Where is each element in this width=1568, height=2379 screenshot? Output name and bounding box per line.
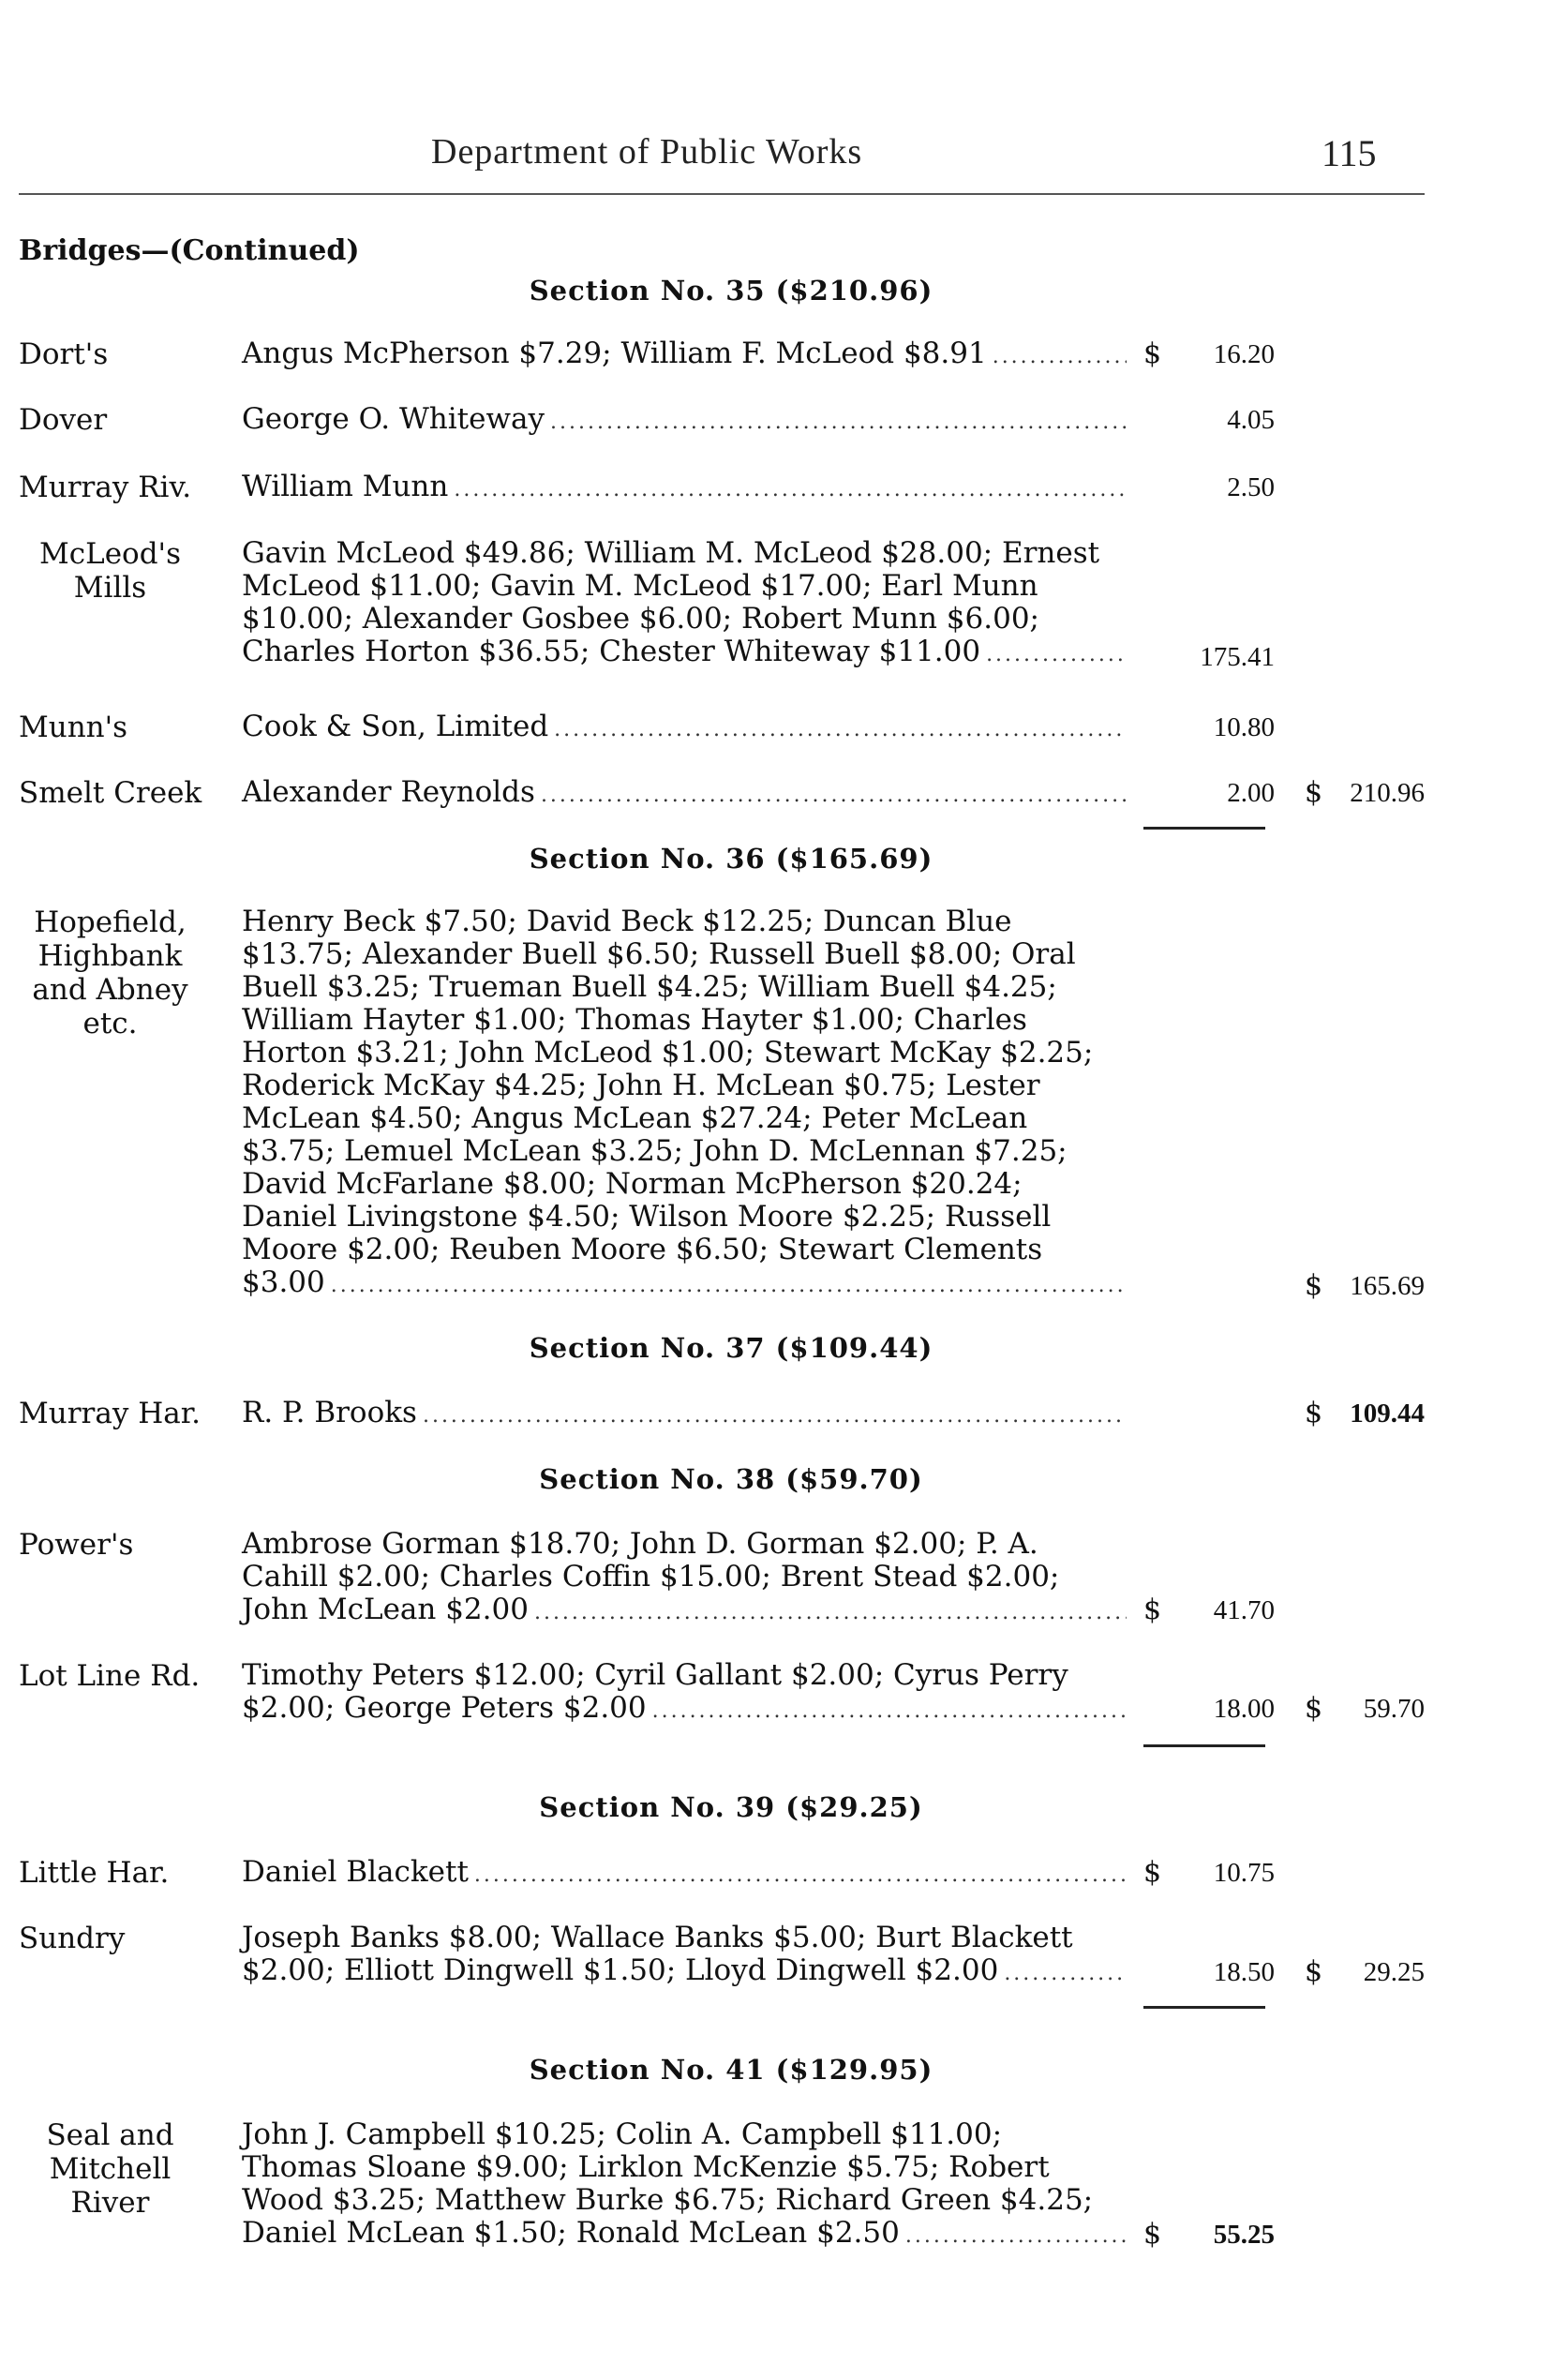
place-name: Murray Har. <box>19 1397 201 1430</box>
section-heading-36: Section No. 36 ($165.69) <box>529 843 933 875</box>
total-dollar-sign: $ <box>1305 1269 1323 1302</box>
entry-description: John J. Campbell $10.25; Colin A. Campbell $11.00; Thomas Sloane $9.00; Lirklon McKenzie $5.75; Robert Wood $3.25; Matthew Burke $6.75; Richard Green $4.25; Daniel McLean $1.50; Ronald McLean $2.50 . . . <box>242 2118 1132 2252</box>
total-dollar-sign: $ <box>1305 1955 1323 1988</box>
section-total: 210.96 <box>1350 778 1425 808</box>
page-number: 115 <box>1322 132 1377 174</box>
section-heading-38: Section No. 38 ($59.70) <box>539 1463 923 1495</box>
amount: 4.05 <box>1227 405 1275 435</box>
place-name: Munn's <box>19 711 128 744</box>
subtotal-rule <box>1143 827 1265 830</box>
amount: 175.41 <box>1200 642 1275 672</box>
subtotal-rule <box>1143 2006 1265 2009</box>
place-name: Dort's <box>19 337 109 371</box>
dollar-sign: $ <box>1143 1593 1162 1626</box>
entry-description: William Munn . . . <box>242 471 1132 506</box>
entry-description: Alexander Reynolds . . . <box>242 776 1132 812</box>
page-header <box>0 131 1568 187</box>
place-name: Dover <box>19 403 108 437</box>
amount: 10.80 <box>1213 712 1275 742</box>
entry-description: Ambrose Gorman $18.70; John D. Gorman $2.00; P. A. Cahill $2.00; Charles Coffin $15.00; Brent Stead $2.00; John McLean $2.00 . . . <box>242 1528 1132 1629</box>
place-name: Smelt Creek <box>19 776 202 810</box>
amount: 10.75 <box>1213 1858 1275 1888</box>
entry-description: Timothy Peters $12.00; Cyril Gallant $2.00; Cyrus Perry $2.00; George Peters $2.00 . . . <box>242 1659 1132 1728</box>
section-total: 165.69 <box>1350 1271 1425 1301</box>
section-heading-37: Section No. 37 ($109.44) <box>529 1332 933 1364</box>
category-heading: Bridges—(Continued) <box>19 234 360 267</box>
section-total: 29.25 <box>1363 1957 1425 1987</box>
entry-description: George O. Whiteway . . . <box>242 403 1132 439</box>
section-heading-39: Section No. 39 ($29.25) <box>539 1791 923 1823</box>
total-dollar-sign: $ <box>1305 776 1323 809</box>
place-name: Power's <box>19 1528 134 1562</box>
entry-description: Gavin McLeod $49.86; William M. McLeod $28.00; Ernest McLeod $11.00; Gavin M. McLeod $17.00; Earl Munn $10.00; Alexander Gosbee $6.00; Robert Munn $6.00; Charles Horton $36.55; Chester Whiteway $11.00 . . . <box>242 537 1132 671</box>
place-name: Sundry <box>19 1922 126 1955</box>
place-name: Murray Riv. <box>19 471 192 504</box>
section-total: 109.44 <box>1350 1399 1425 1429</box>
place-name: Seal and Mitchell River <box>46 2118 174 2220</box>
amount: 2.00 <box>1227 778 1275 808</box>
entry-description: Angus McPherson $7.29; William F. McLeod $8.91 . . . <box>242 337 1132 373</box>
total-dollar-sign: $ <box>1305 1397 1323 1429</box>
entry-description: Joseph Banks $8.00; Wallace Banks $5.00; Burt Blackett $2.00; Elliott Dingwell $1.50; Lloyd Dingwell $2.00 . . . <box>242 1922 1132 1990</box>
entry-description: Henry Beck $7.50; David Beck $12.25; Duncan Blue $13.75; Alexander Buell $6.50; Russell Buell $8.00; Oral Buell $3.25; Trueman Buell $4.25; William Buell $4.25; William Hayter $1.00; Thomas Hayter $1.00; Charles Horton $3.21; John McLeod $1.00; Stewart McKay $2.25; Roderick McKay $4.25; John H. McLean $0.75; Lester McLean $4.50; Angus McLean $27.24; Peter McLean $3.75; Lemuel McLean $3.25; John D. McLennan $7.25; David McFarlane $8.00; Norman McPherson $20.24; Daniel Livingstone $4.50; Wilson Moore $2.25; Russell Moore $2.00; Reuben Moore $6.50; Stewart Clements $3.00 . . . <box>242 905 1132 1302</box>
section-heading-35: Section No. 35 ($210.96) <box>529 275 933 307</box>
total-dollar-sign: $ <box>1305 1692 1323 1725</box>
page-title: Department of Public Works <box>431 132 863 172</box>
section-heading-41: Section No. 41 ($129.95) <box>529 2054 933 2086</box>
entry-description: R. P. Brooks . . . <box>242 1397 1132 1432</box>
amount: 18.00 <box>1213 1694 1275 1724</box>
amount: 55.25 <box>1213 2220 1275 2250</box>
subtotal-rule <box>1143 1744 1265 1747</box>
dollar-sign: $ <box>1143 337 1162 370</box>
place-name: McLeod's Mills <box>39 537 181 605</box>
amount: 18.50 <box>1213 1957 1275 1987</box>
amount: 41.70 <box>1213 1595 1275 1625</box>
entry-description: Cook & Son, Limited . . . <box>242 711 1132 746</box>
header-rule <box>19 193 1425 195</box>
dollar-sign: $ <box>1143 2218 1162 2251</box>
dollar-sign: $ <box>1143 1856 1162 1889</box>
entry-description: Daniel Blackett . . . <box>242 1856 1132 1892</box>
place-name: Lot Line Rd. <box>19 1659 201 1693</box>
amount: 2.50 <box>1227 472 1275 502</box>
amount: 16.20 <box>1213 339 1275 369</box>
place-name: Hopefield, Highbank and Abney etc. <box>32 905 188 1040</box>
place-name: Little Har. <box>19 1856 170 1890</box>
section-total: 59.70 <box>1363 1694 1425 1724</box>
